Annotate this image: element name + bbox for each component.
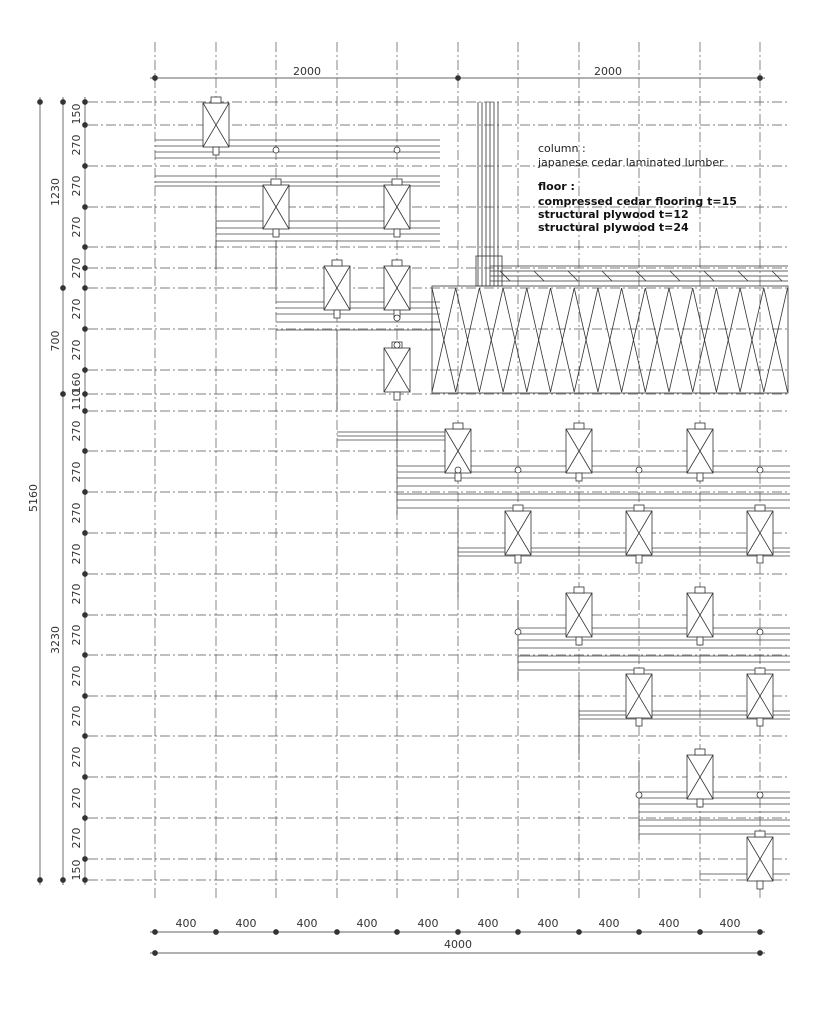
column-joint-bolt — [757, 881, 763, 889]
connector-bolt — [636, 467, 642, 473]
column-joint-bolt — [576, 473, 582, 481]
dimension-tick — [577, 930, 582, 935]
connector-bolt — [515, 467, 521, 473]
dimension-tick — [61, 100, 66, 105]
dimension-tick — [395, 930, 400, 935]
dimension-tick — [214, 930, 219, 935]
connector-bolt — [757, 467, 763, 473]
dimension-tick — [83, 123, 88, 128]
column-joint-bolt — [755, 505, 765, 511]
left-inner-dim: 270 — [70, 624, 83, 646]
column-joint-bolt — [757, 718, 763, 726]
top-dim-1: 2000 — [293, 65, 321, 78]
floor-note-line: compressed cedar flooring t=15 — [538, 195, 737, 208]
left-inner-dim: 150 — [70, 859, 83, 881]
column-joint-bolt — [211, 97, 221, 103]
column-joint-bolt — [392, 179, 402, 185]
bottom-dim: 400 — [537, 917, 559, 930]
bottom-dim: 400 — [477, 917, 499, 930]
dimension-tick — [61, 286, 66, 291]
dimension-tick — [516, 930, 521, 935]
dimension-tick — [153, 930, 158, 935]
dimension-tick — [335, 930, 340, 935]
column-joint-bolt — [515, 555, 521, 563]
connector-bolt — [515, 629, 521, 635]
column-joint-bolt — [455, 473, 461, 481]
dimension-tick — [83, 572, 88, 577]
column-joint-bolt — [695, 423, 705, 429]
left-inner-dim: 270 — [70, 665, 83, 687]
connector-bolt — [757, 629, 763, 635]
left-inner-dim: 270 — [70, 298, 83, 320]
dimension-tick — [38, 878, 43, 883]
column-joint-bolt — [634, 505, 644, 511]
left-mid-dim: 700 — [49, 330, 62, 352]
dimension-tick — [83, 653, 88, 658]
left-inner-dim: 270 — [70, 461, 83, 483]
dimension-tick — [274, 930, 279, 935]
dimension-tick — [61, 878, 66, 883]
dimension-tick — [698, 930, 703, 935]
bottom-dim: 400 — [417, 917, 439, 930]
bottom-dim: 400 — [296, 917, 318, 930]
connector-bolt — [636, 792, 642, 798]
column-note-text: japanese cedar laminated lumber — [538, 156, 724, 169]
left-inner-dim: 270 — [70, 746, 83, 768]
column-joint-bolt — [273, 229, 279, 237]
left-inner-dim: 270 — [70, 705, 83, 727]
left-outer-dim: 5160 — [27, 484, 40, 512]
dimension-tick — [758, 930, 763, 935]
left-inner-dimension-labels — [70, 104, 83, 881]
dimension-tick — [637, 930, 642, 935]
dimension-tick — [83, 857, 88, 862]
column-joint-bolt — [636, 718, 642, 726]
dimension-tick — [456, 76, 461, 81]
dimension-tick — [83, 164, 88, 169]
left-inner-dim: 270 — [70, 502, 83, 524]
column-joint-bolt — [271, 179, 281, 185]
dimension-tick — [83, 368, 88, 373]
bottom-total-dim: 4000 — [444, 938, 472, 951]
column-joint-bolt — [332, 260, 342, 266]
column-joint-bolt — [576, 637, 582, 645]
floor-note-line: structural plywood t=24 — [538, 221, 689, 234]
dimension-tick — [83, 286, 88, 291]
dimension-tick — [83, 694, 88, 699]
column-joint-bolt — [755, 831, 765, 837]
connector-bolt — [757, 792, 763, 798]
column-joint-bolt — [757, 555, 763, 563]
column-joint-bolt — [574, 423, 584, 429]
dimension-tick — [83, 490, 88, 495]
bottom-dim: 400 — [356, 917, 378, 930]
column-joint-bolt — [695, 587, 705, 593]
grid-lines — [88, 42, 790, 900]
column-joint-bolt — [453, 423, 463, 429]
column-joint-bolt — [394, 229, 400, 237]
dimension-tick — [83, 327, 88, 332]
left-inner-dim: 160 — [70, 372, 83, 394]
dimension-tick — [153, 951, 158, 956]
left-inner-dim: 150 — [70, 103, 83, 125]
left-inner-dim: 270 — [70, 175, 83, 197]
floor-note-heading: floor : — [538, 180, 575, 193]
column-note-heading: column : — [538, 142, 586, 155]
left-inner-dim: 270 — [70, 787, 83, 809]
bottom-dim: 400 — [658, 917, 680, 930]
bottom-dim: 400 — [719, 917, 741, 930]
column-joint-bolt — [392, 260, 402, 266]
dimension-tick — [83, 266, 88, 271]
column-joint-bolt — [334, 310, 340, 318]
bottom-dimension-labels — [176, 917, 741, 930]
left-inner-dim: 270 — [70, 583, 83, 605]
column-joint-bolt — [574, 587, 584, 593]
connector-bolt — [394, 315, 400, 321]
dimension-tick — [83, 775, 88, 780]
dimension-tick — [83, 531, 88, 536]
dimension-tick — [83, 392, 88, 397]
dimension-tick — [83, 613, 88, 618]
left-inner-dim: 270 — [70, 420, 83, 442]
connector-bolt — [273, 147, 279, 153]
left-inner-dim: 270 — [70, 339, 83, 361]
connector-bolt — [394, 342, 400, 348]
dimension-tick — [153, 76, 158, 81]
dimension-tick — [83, 245, 88, 250]
column-joint-bolt — [695, 749, 705, 755]
dimension-tick — [758, 951, 763, 956]
dimension-tick — [83, 100, 88, 105]
floor-section — [432, 102, 788, 393]
column-joint-bolt — [697, 799, 703, 807]
left-inner-dim: 270 — [70, 216, 83, 238]
dimension-tick — [61, 392, 66, 397]
left-inner-dim: 270 — [70, 543, 83, 565]
bottom-dim: 400 — [598, 917, 620, 930]
column-joint-bolt — [636, 555, 642, 563]
left-inner-dim: 270 — [70, 257, 83, 279]
dimension-tick — [456, 930, 461, 935]
bottom-dim: 400 — [235, 917, 257, 930]
top-dim-2: 2000 — [594, 65, 622, 78]
connector-bolt — [455, 467, 461, 473]
left-mid-dim: 3230 — [49, 626, 62, 654]
column-joint-bolt — [213, 147, 219, 155]
dimension-tick — [83, 205, 88, 210]
floor-note-line: structural plywood t=12 — [538, 208, 689, 221]
dimension-tick — [83, 409, 88, 414]
dimension-tick — [83, 878, 88, 883]
left-inner-dim: 270 — [70, 134, 83, 156]
column-joint-bolt — [513, 505, 523, 511]
column-joint-bolt — [394, 392, 400, 400]
dimension-tick — [83, 816, 88, 821]
column-joint-bolt — [697, 473, 703, 481]
column-joint-bolt — [755, 668, 765, 674]
dimension-tick — [83, 449, 88, 454]
bottom-dim: 400 — [175, 917, 197, 930]
column-joint-bolt — [634, 668, 644, 674]
left-inner-dim: 110 — [70, 389, 83, 411]
left-inner-dim: 270 — [70, 827, 83, 849]
dimension-tick — [758, 76, 763, 81]
connector-bolt — [394, 147, 400, 153]
dimension-tick — [38, 100, 43, 105]
dimension-tick — [83, 734, 88, 739]
left-mid-dim: 1230 — [49, 178, 62, 206]
column-joint-bolt — [697, 637, 703, 645]
